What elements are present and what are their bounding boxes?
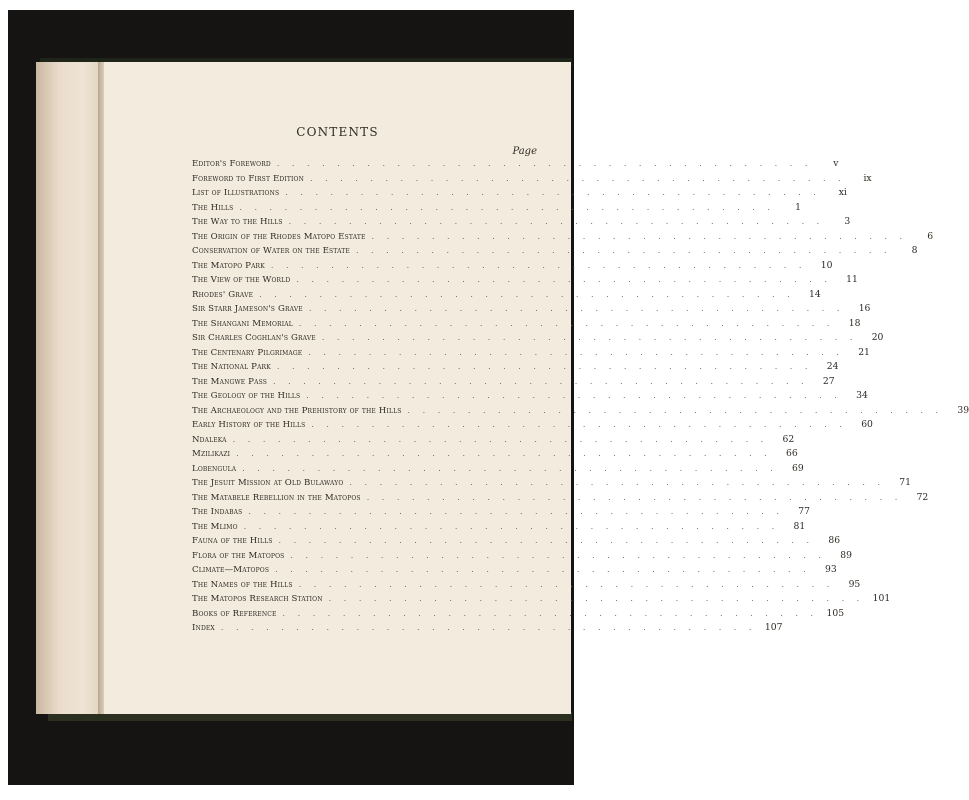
toc-entry-page: 62 (782, 433, 795, 445)
toc-entry-title: Lobengula (192, 463, 237, 474)
toc-entry-page: xi (838, 187, 847, 198)
left-page-edge (36, 62, 102, 714)
toc-entry (192, 303, 871, 318)
toc-entry-title: The Way to the Hills (192, 217, 283, 227)
toc-entry (192, 607, 845, 623)
toc-entry-title: The Names of the Hills (192, 579, 293, 590)
toc-entry (192, 622, 783, 637)
toc-entry-title: Editor's Foreword (192, 159, 271, 169)
toc-entry (192, 361, 839, 376)
toc-entry-title: The View of the World (192, 275, 291, 285)
dot-leader: . . . . . . . . . . . . . . . . . . . . . . . . . . . . . . . . . . . . (275, 565, 811, 574)
toc-entry-page: 69 (792, 462, 804, 474)
toc-entry (192, 216, 851, 231)
toc-entry (192, 506, 810, 521)
table-of-contents (192, 158, 969, 637)
toc-entry-title: Fauna of the Hills (192, 536, 273, 546)
toc-entry-title: Books of Reference (192, 608, 277, 619)
toc-entry (192, 172, 872, 188)
dot-leader: . . . . . . . . . . . . . . . . . . . . . . . . . . . . . . . . . . . . (276, 159, 813, 168)
dot-leader: . . . . . . . . . . . . . . . . . . . . . . . . . . . . . . . . . . . . (290, 550, 826, 560)
toc-entry-page: 21 (858, 346, 870, 358)
toc-entry (192, 245, 918, 260)
toc-entry-page: 105 (826, 607, 845, 619)
contents-page (104, 62, 969, 714)
dot-leader: . . . . . . . . . . . . . . . . . . . . . . . . . . . . . . . . . . . . (407, 405, 944, 415)
toc-entry-page: 95 (848, 578, 861, 590)
dot-leader: . . . . . . . . . . . . . . . . . . . . . . . . . . . . . . . . . . . . (239, 202, 775, 212)
dot-leader: . . . . . . . . . . . . . . . . . . . . . . . . . . . . . . . . . . . . (298, 579, 835, 589)
toc-entry-title: The Matopos Research Station (192, 594, 323, 604)
dot-leader: . . . . . . . . . . . . . . . . . . . . . . . . . . . . . . . . . . . . (220, 623, 757, 632)
toc-entry-title: Sir Charles Coghlan's Grave (192, 333, 316, 343)
dot-leader: . . . . . . . . . . . . . . . . . . . . . . . . . . . . . . . . . . . . (278, 536, 815, 545)
toc-entry-page: 107 (764, 622, 783, 633)
toc-entry-title: Sir Starr Jameson's Grave (192, 304, 303, 314)
dot-leader: . . . . . . . . . . . . . . . . . . . . . . . . . . . . . . . . . . . . (328, 594, 865, 603)
page-column-heading: Page (512, 146, 537, 157)
toc-entry (192, 419, 873, 434)
dot-leader: . . . . . . . . . . . . . . . . . . . . . . . . . . . . . . . . . . . . (321, 333, 858, 342)
toc-entry (192, 520, 806, 536)
toc-entry-page: 3 (844, 216, 851, 227)
toc-entry-page: 81 (793, 520, 806, 532)
toc-entry-page: 39 (957, 404, 969, 416)
toc-entry (192, 564, 837, 579)
toc-entry-page: 16 (858, 303, 871, 314)
dot-leader: . . . . . . . . . . . . . . . . . . . . . . . . . . . . . . . . . . . . (298, 318, 835, 328)
toc-entry (192, 491, 929, 507)
toc-entry-title: The National Park (192, 362, 271, 372)
toc-entry-page: 72 (916, 491, 929, 503)
toc-entry-title: Ndaleka (192, 434, 227, 445)
dot-leader: . . . . . . . . . . . . . . . . . . . . . . . . . . . . . . . . . . . . (243, 521, 780, 531)
toc-entry (192, 462, 804, 478)
toc-entry-page: 71 (899, 477, 911, 488)
toc-entry-page: 24 (826, 361, 839, 372)
toc-entry-title: Foreword to First Edition (192, 173, 305, 184)
toc-entry-page: 18 (848, 317, 861, 329)
toc-entry (192, 390, 868, 405)
toc-entry (192, 201, 801, 217)
toc-entry (192, 578, 861, 594)
toc-entry-title: Index (192, 623, 215, 633)
dot-leader: . . . . . . . . . . . . . . . . . . . . . . . . . . . . . . . . . . . . (371, 231, 908, 241)
toc-entry (192, 404, 969, 420)
toc-entry-page: 66 (786, 448, 798, 459)
toc-entry-title: List of Illustrations (192, 188, 280, 198)
dot-leader: . . . . . . . . . . . . . . . . . . . . . . . . . . . . . . . . . . . . (242, 463, 778, 473)
toc-entry-title: Rhodes' Grave (192, 289, 254, 300)
toc-entry (192, 230, 934, 246)
toc-entry-page: 8 (911, 245, 918, 256)
dot-leader: . . . . . . . . . . . . . . . . . . . . . . . . . . . . . . . . . . . . (270, 260, 807, 270)
dot-leader: . . . . . . . . . . . . . . . . . . . . . . . . . . . . . . . . . . . . (285, 188, 821, 197)
toc-entry-page: 11 (846, 274, 858, 285)
toc-entry (192, 259, 833, 275)
dot-leader: . . . . . . . . . . . . . . . . . . . . . . . . . . . . . . . . . . . . (273, 376, 809, 386)
toc-entry (192, 346, 870, 362)
dot-leader: . . . . . . . . . . . . . . . . . . . . . . . . . . . . . . . . . . . . (236, 449, 772, 458)
dot-leader: . . . . . . . . . . . . . . . . . . . . . . . . . . . . . . . . . . . . (248, 507, 784, 516)
dot-leader: . . . . . . . . . . . . . . . . . . . . . . . . . . . . . . . . . . . . (232, 434, 769, 444)
dot-leader: . . . . . . . . . . . . . . . . . . . . . . . . . . . . . . . . . . . . (308, 304, 845, 313)
toc-entry (192, 593, 891, 608)
dot-leader: . . . . . . . . . . . . . . . . . . . . . . . . . . . . . . . . . . . . (296, 275, 832, 284)
toc-entry-page: 10 (820, 259, 833, 271)
toc-entry-title: The Mlimo (192, 521, 238, 532)
dot-leader: . . . . . . . . . . . . . . . . . . . . . . . . . . . . . . . . . . . . (349, 478, 885, 487)
toc-entry-title: The Matabele Rebellion in the Matopos (192, 492, 361, 503)
toc-entry (192, 288, 821, 304)
toc-entry-page: 14 (808, 288, 821, 300)
toc-entry-title: The Geology of the Hills (192, 391, 301, 401)
toc-entry-page: 1 (795, 201, 801, 213)
toc-entry-page: 6 (927, 230, 934, 242)
toc-entry-page: 27 (822, 375, 835, 387)
toc-entry (192, 375, 835, 391)
toc-entry-title: The Hills (192, 202, 234, 213)
toc-entry-page: 34 (856, 390, 868, 401)
toc-entry-page: 101 (872, 593, 891, 604)
dot-leader: . . . . . . . . . . . . . . . . . . . . . . . . . . . . . . . . . . . . (306, 391, 842, 400)
toc-entry-title: The Centenary Pilgrimage (192, 347, 303, 358)
toc-entry (192, 332, 884, 347)
toc-entry-title: Mzilikazi (192, 449, 231, 459)
toc-entry (192, 448, 798, 463)
page-title: CONTENTS (296, 125, 379, 139)
toc-entry-title: The Archaeology and the Prehistory of the Hills (192, 405, 402, 416)
toc-entry-title: Conservation of Water on the Estate (192, 246, 350, 256)
toc-entry-title: The Indabas (192, 507, 243, 517)
toc-entry-title: Early History of the Hills (192, 420, 306, 430)
dot-leader: . . . . . . . . . . . . . . . . . . . . . . . . . . . . . . . . . . . . (310, 173, 846, 183)
dot-leader: . . . . . . . . . . . . . . . . . . . . . . . . . . . . . . . . . . . . (366, 492, 903, 502)
dot-leader: . . . . . . . . . . . . . . . . . . . . . . . . . . . . . . . . . . . . (282, 608, 819, 618)
toc-entry-title: The Mangwe Pass (192, 376, 268, 387)
dot-leader: . . . . . . . . . . . . . . . . . . . . . . . . . . . . . . . . . . . . (308, 347, 844, 357)
toc-entry (192, 317, 861, 333)
toc-entry-page: 93 (824, 564, 837, 575)
dot-leader: . . . . . . . . . . . . . . . . . . . . . . . . . . . . . . . . . . . . (311, 420, 847, 429)
toc-entry-title: Flora of the Matopos (192, 550, 285, 561)
dot-leader: . . . . . . . . . . . . . . . . . . . . . . . . . . . . . . . . . . . . (276, 362, 813, 371)
toc-entry-title: The Origin of the Rhodes Matopo Estate (192, 231, 366, 242)
toc-entry (192, 158, 839, 173)
toc-entry (192, 477, 911, 492)
dot-leader: . . . . . . . . . . . . . . . . . . . . . . . . . . . . . . . . . . . . (259, 289, 795, 299)
toc-entry-page: v (833, 158, 839, 169)
toc-entry-title: The Matopo Park (192, 260, 265, 271)
toc-entry-title: Climate—Matopos (192, 565, 270, 575)
toc-entry (192, 535, 841, 550)
dot-leader: . . . . . . . . . . . . . . . . . . . . . . . . . . . . . . . . . . . . (355, 246, 892, 255)
toc-entry-page: 20 (871, 332, 884, 343)
dot-leader: . . . . . . . . . . . . . . . . . . . . . . . . . . . . . . . . . . . . (288, 217, 825, 226)
toc-entry (192, 274, 858, 289)
toc-entry-page: 60 (861, 419, 873, 430)
toc-entry-title: The Shangani Memorial (192, 318, 293, 329)
toc-entry-page: 77 (798, 506, 810, 517)
toc-entry-page: ix (863, 172, 872, 184)
toc-entry (192, 187, 847, 202)
toc-entry (192, 433, 795, 449)
toc-entry (192, 549, 852, 565)
toc-entry-page: 86 (828, 535, 841, 546)
toc-entry-page: 89 (840, 549, 852, 561)
toc-entry-title: The Jesuit Mission at Old Bulawayo (192, 478, 344, 488)
